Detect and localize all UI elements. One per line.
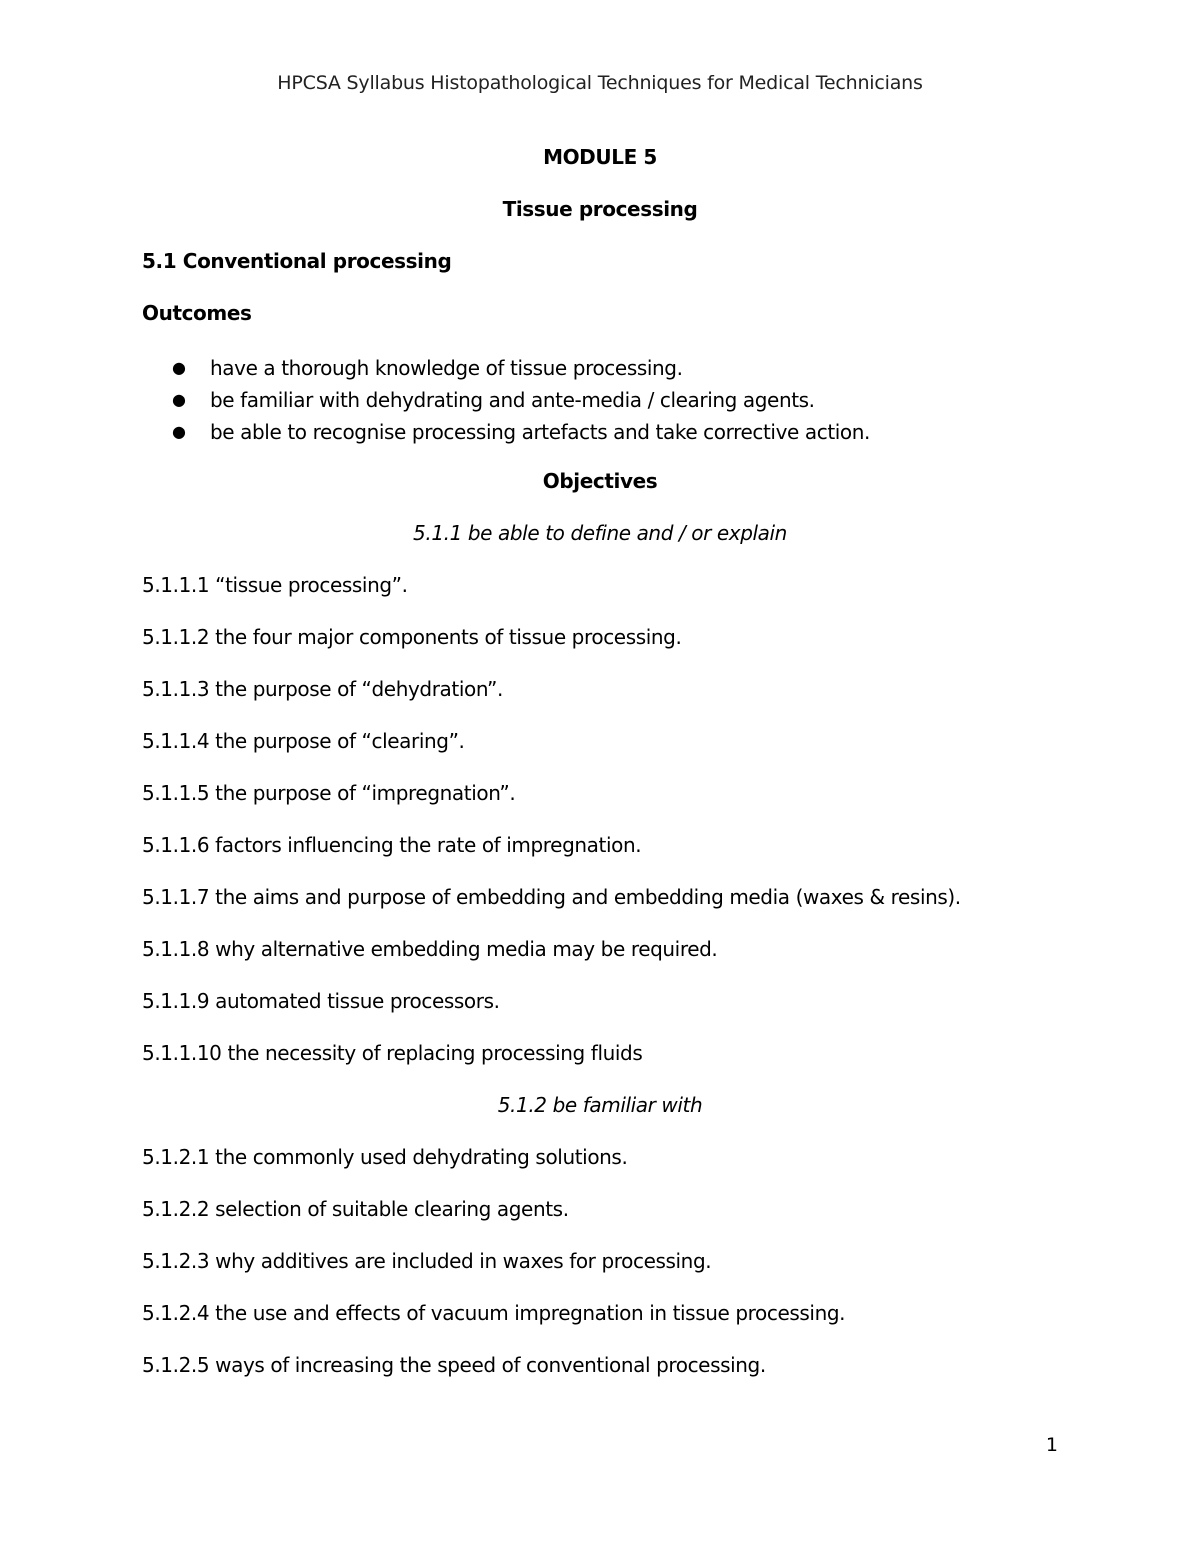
module-subtitle: Tissue processing bbox=[502, 197, 698, 221]
outcome-text: have a thorough knowledge of tissue processing. bbox=[210, 356, 683, 380]
list-item: 5.1.1.2 the four major components of tissue processing. bbox=[142, 625, 682, 649]
outcomes-heading: Outcomes bbox=[142, 301, 252, 325]
outcome-text: be familiar with dehydrating and ante-media / clearing agents. bbox=[210, 388, 815, 412]
outcome-text: be able to recognise processing artefacts and take corrective action. bbox=[210, 420, 870, 444]
page-number: 1 bbox=[1045, 1434, 1058, 1456]
list-item: 5.1.1.5 the purpose of “impregnation”. bbox=[142, 781, 516, 805]
list-item bbox=[142, 416, 1062, 448]
list-item: 5.1.1.8 why alternative embedding media may be required. bbox=[142, 937, 718, 961]
list-item: 5.1.1.3 the purpose of “dehydration”. bbox=[142, 677, 503, 701]
list-item: 5.1.1.7 the aims and purpose of embedding and embedding media (waxes & resins). bbox=[142, 885, 961, 909]
list-item: 5.1.2.5 ways of increasing the speed of conventional processing. bbox=[142, 1353, 766, 1377]
list-item bbox=[142, 352, 1062, 384]
bullet-icon: ● bbox=[172, 390, 186, 409]
outcomes-list bbox=[142, 352, 1062, 448]
subsection-2-heading: 5.1.2 be familiar with bbox=[497, 1093, 703, 1117]
list-item: 5.1.1.4 the purpose of “clearing”. bbox=[142, 729, 465, 753]
list-item: 5.1.2.2 selection of suitable clearing agents. bbox=[142, 1197, 569, 1221]
page-content bbox=[142, 144, 1062, 1378]
list-item bbox=[142, 384, 1062, 416]
list-item: 5.1.1.9 automated tissue processors. bbox=[142, 989, 500, 1013]
list-item: 5.1.1.6 factors influencing the rate of impregnation. bbox=[142, 833, 642, 857]
bullet-icon: ● bbox=[172, 358, 186, 377]
module-title: MODULE 5 bbox=[543, 145, 657, 169]
list-item: 5.1.1.10 the necessity of replacing processing fluids bbox=[142, 1041, 643, 1065]
list-item: 5.1.2.3 why additives are included in waxes for processing. bbox=[142, 1249, 712, 1273]
subsection-1-heading: 5.1.1 be able to define and / or explain bbox=[413, 521, 787, 545]
objectives-heading: Objectives bbox=[542, 469, 658, 493]
page-header: HPCSA Syllabus Histopathological Techniques for Medical Technicians bbox=[277, 72, 923, 94]
list-item: 5.1.2.1 the commonly used dehydrating solutions. bbox=[142, 1145, 628, 1169]
bullet-icon: ● bbox=[172, 422, 186, 441]
list-item: 5.1.2.4 the use and effects of vacuum impregnation in tissue processing. bbox=[142, 1301, 846, 1325]
list-item: 5.1.1.1 “tissue processing”. bbox=[142, 573, 408, 597]
section-heading: 5.1 Conventional processing bbox=[142, 249, 452, 273]
